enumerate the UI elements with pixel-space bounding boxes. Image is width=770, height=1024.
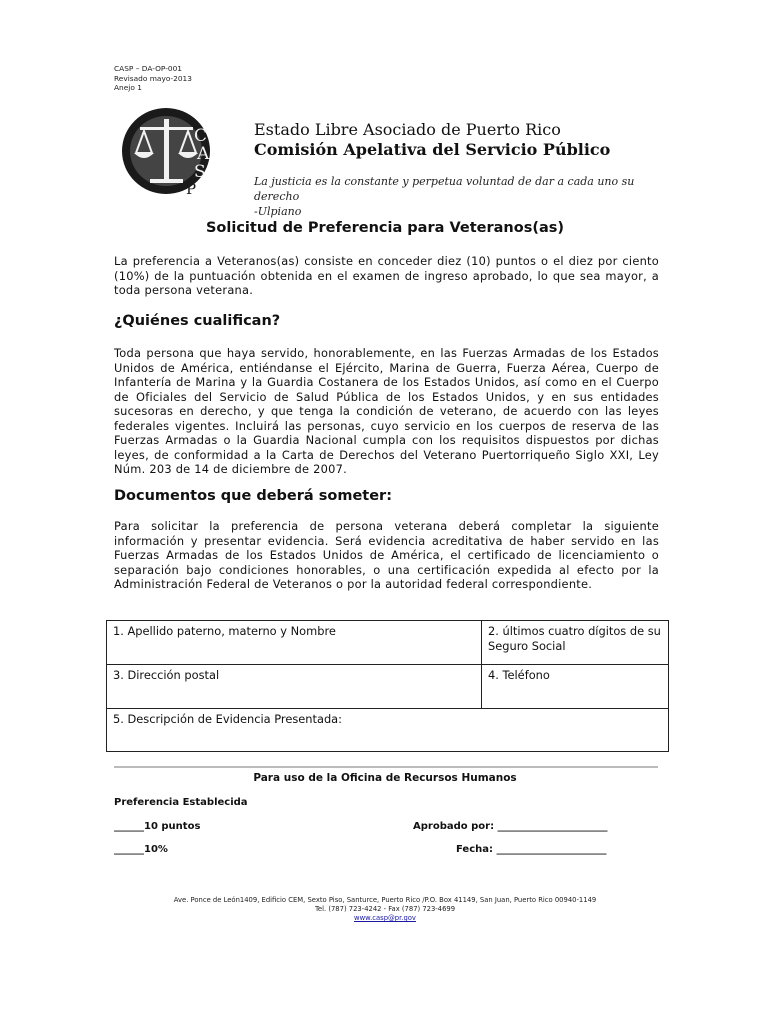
approved-by-field[interactable]: Aprobado por: ______________________ — [413, 821, 608, 832]
name-field[interactable] — [107, 621, 482, 665]
annex-label: Anejo 1 — [114, 83, 142, 93]
ssn-field-label: 2. últimos cuatro dígitos de su Seguro Social — [488, 624, 661, 653]
agency-name: Comisión Apelativa del Servicio Público — [254, 140, 611, 159]
revision-date: Revisado mayo-2013 — [114, 73, 192, 83]
ten-points-option[interactable]: ______10 puntos — [114, 821, 201, 832]
intro-paragraph: La preferencia a Veteranos(as) consiste en conceder diez (10) puntos o el diez por ciento (10%) de la puntuación obtenida en el examen de ingreso aprobado, lo que sea mayor, a toda persona veterana. — [114, 254, 659, 297]
page-footer — [0, 896, 770, 923]
logo-letter-s: S — [194, 162, 206, 182]
footer-phone: Tel. (787) 723-4242 - Fax (787) 723-4699 — [314, 905, 456, 913]
logo-letter-p: P — [186, 180, 197, 195]
ten-percent-option[interactable]: ______10% — [114, 844, 168, 855]
logo-letter-a: A — [197, 144, 210, 164]
footer-address: Ave. Ponce de León1409, Edificio CEM, Sexto Piso, Santurce, Puerto Rico /P.O. Box 41149, San Juan, Puerto Rico 00940-1149 — [173, 896, 597, 904]
documents-heading: Documentos que deberá someter: — [114, 488, 392, 504]
phone-field[interactable] — [482, 665, 669, 709]
section-divider — [114, 766, 658, 768]
preference-label: Preferencia Establecida — [114, 797, 248, 808]
date-field[interactable]: Fecha: ______________________ — [456, 844, 607, 855]
logo-letter-c: C — [194, 126, 208, 146]
address-field[interactable] — [107, 665, 482, 709]
quote-text: La justicia es la constante y perpetua voluntad de dar a cada uno su derecho — [254, 175, 635, 203]
ssn-field[interactable] — [482, 621, 669, 665]
government-name: Estado Libre Asociado de Puerto Rico — [254, 120, 561, 139]
casp-seal-logo — [120, 105, 216, 195]
evidence-field-label: 5. Descripción de Evidencia Presentada: — [113, 712, 342, 726]
documents-paragraph: Para solicitar la preferencia de persona veterana deberá completar la siguiente información y presentar evidencia. Será evidencia acreditativa de haber servido en las Fuerzas Armadas de los Estados Unidos de América, el certificado de licenciamiento o separación bajo condiciones honorables, o una certificación expedida al efecto por la Administración Federal de Veteranos o por la autoridad federal correspondiente. — [114, 519, 659, 591]
document-metadata — [114, 64, 192, 93]
office-use-heading: Para uso de la Oficina de Recursos Humanos — [253, 772, 517, 784]
phone-field-label: 4. Teléfono — [488, 668, 550, 682]
quote-author: -Ulpiano — [254, 205, 302, 218]
footer-email-link[interactable]: www.casp@pr.gov — [354, 914, 416, 922]
motto-quote — [254, 174, 674, 219]
qualify-paragraph: Toda persona que haya servido, honorablemente, en las Fuerzas Armadas de los Estados Unidos de América, entiéndanse el Ejército, Marina de Guerra, Fuerza Aérea, Cuerpo de Infantería de Marina y la Guardia Costanera de los Estados Unidos, así como en el Cuerpo de Oficiales del Servicio de Salud Pública de los Estados Unidos, y en sus entidades sucesoras en derecho, y que tenga la condición de veterano, de acuerdo con las leyes federales vigentes. Incluirá las personas, cuyo servicio en los cuerpos de reserva de las Fuerzas Armadas o la Guardia Nacional cumpla con los requisitos dispuestos por dichas leyes, de conformidad a la Carta de Derechos del Veterano Puertorriqueño Siglo XXI, Ley Núm. 203 de 14 de diciembre de 2007. — [114, 346, 659, 476]
evidence-field[interactable] — [107, 709, 669, 752]
document-code: CASP – DA-OP-001 — [114, 64, 182, 73]
applicant-form-table — [106, 620, 669, 752]
qualify-heading: ¿Quiénes cualifican? — [114, 313, 281, 329]
address-field-label: 3. Dirección postal — [113, 668, 220, 682]
name-field-label: 1. Apellido paterno, materno y Nombre — [113, 624, 336, 638]
form-title: Solicitud de Preferencia para Veteranos(as) — [205, 220, 564, 236]
